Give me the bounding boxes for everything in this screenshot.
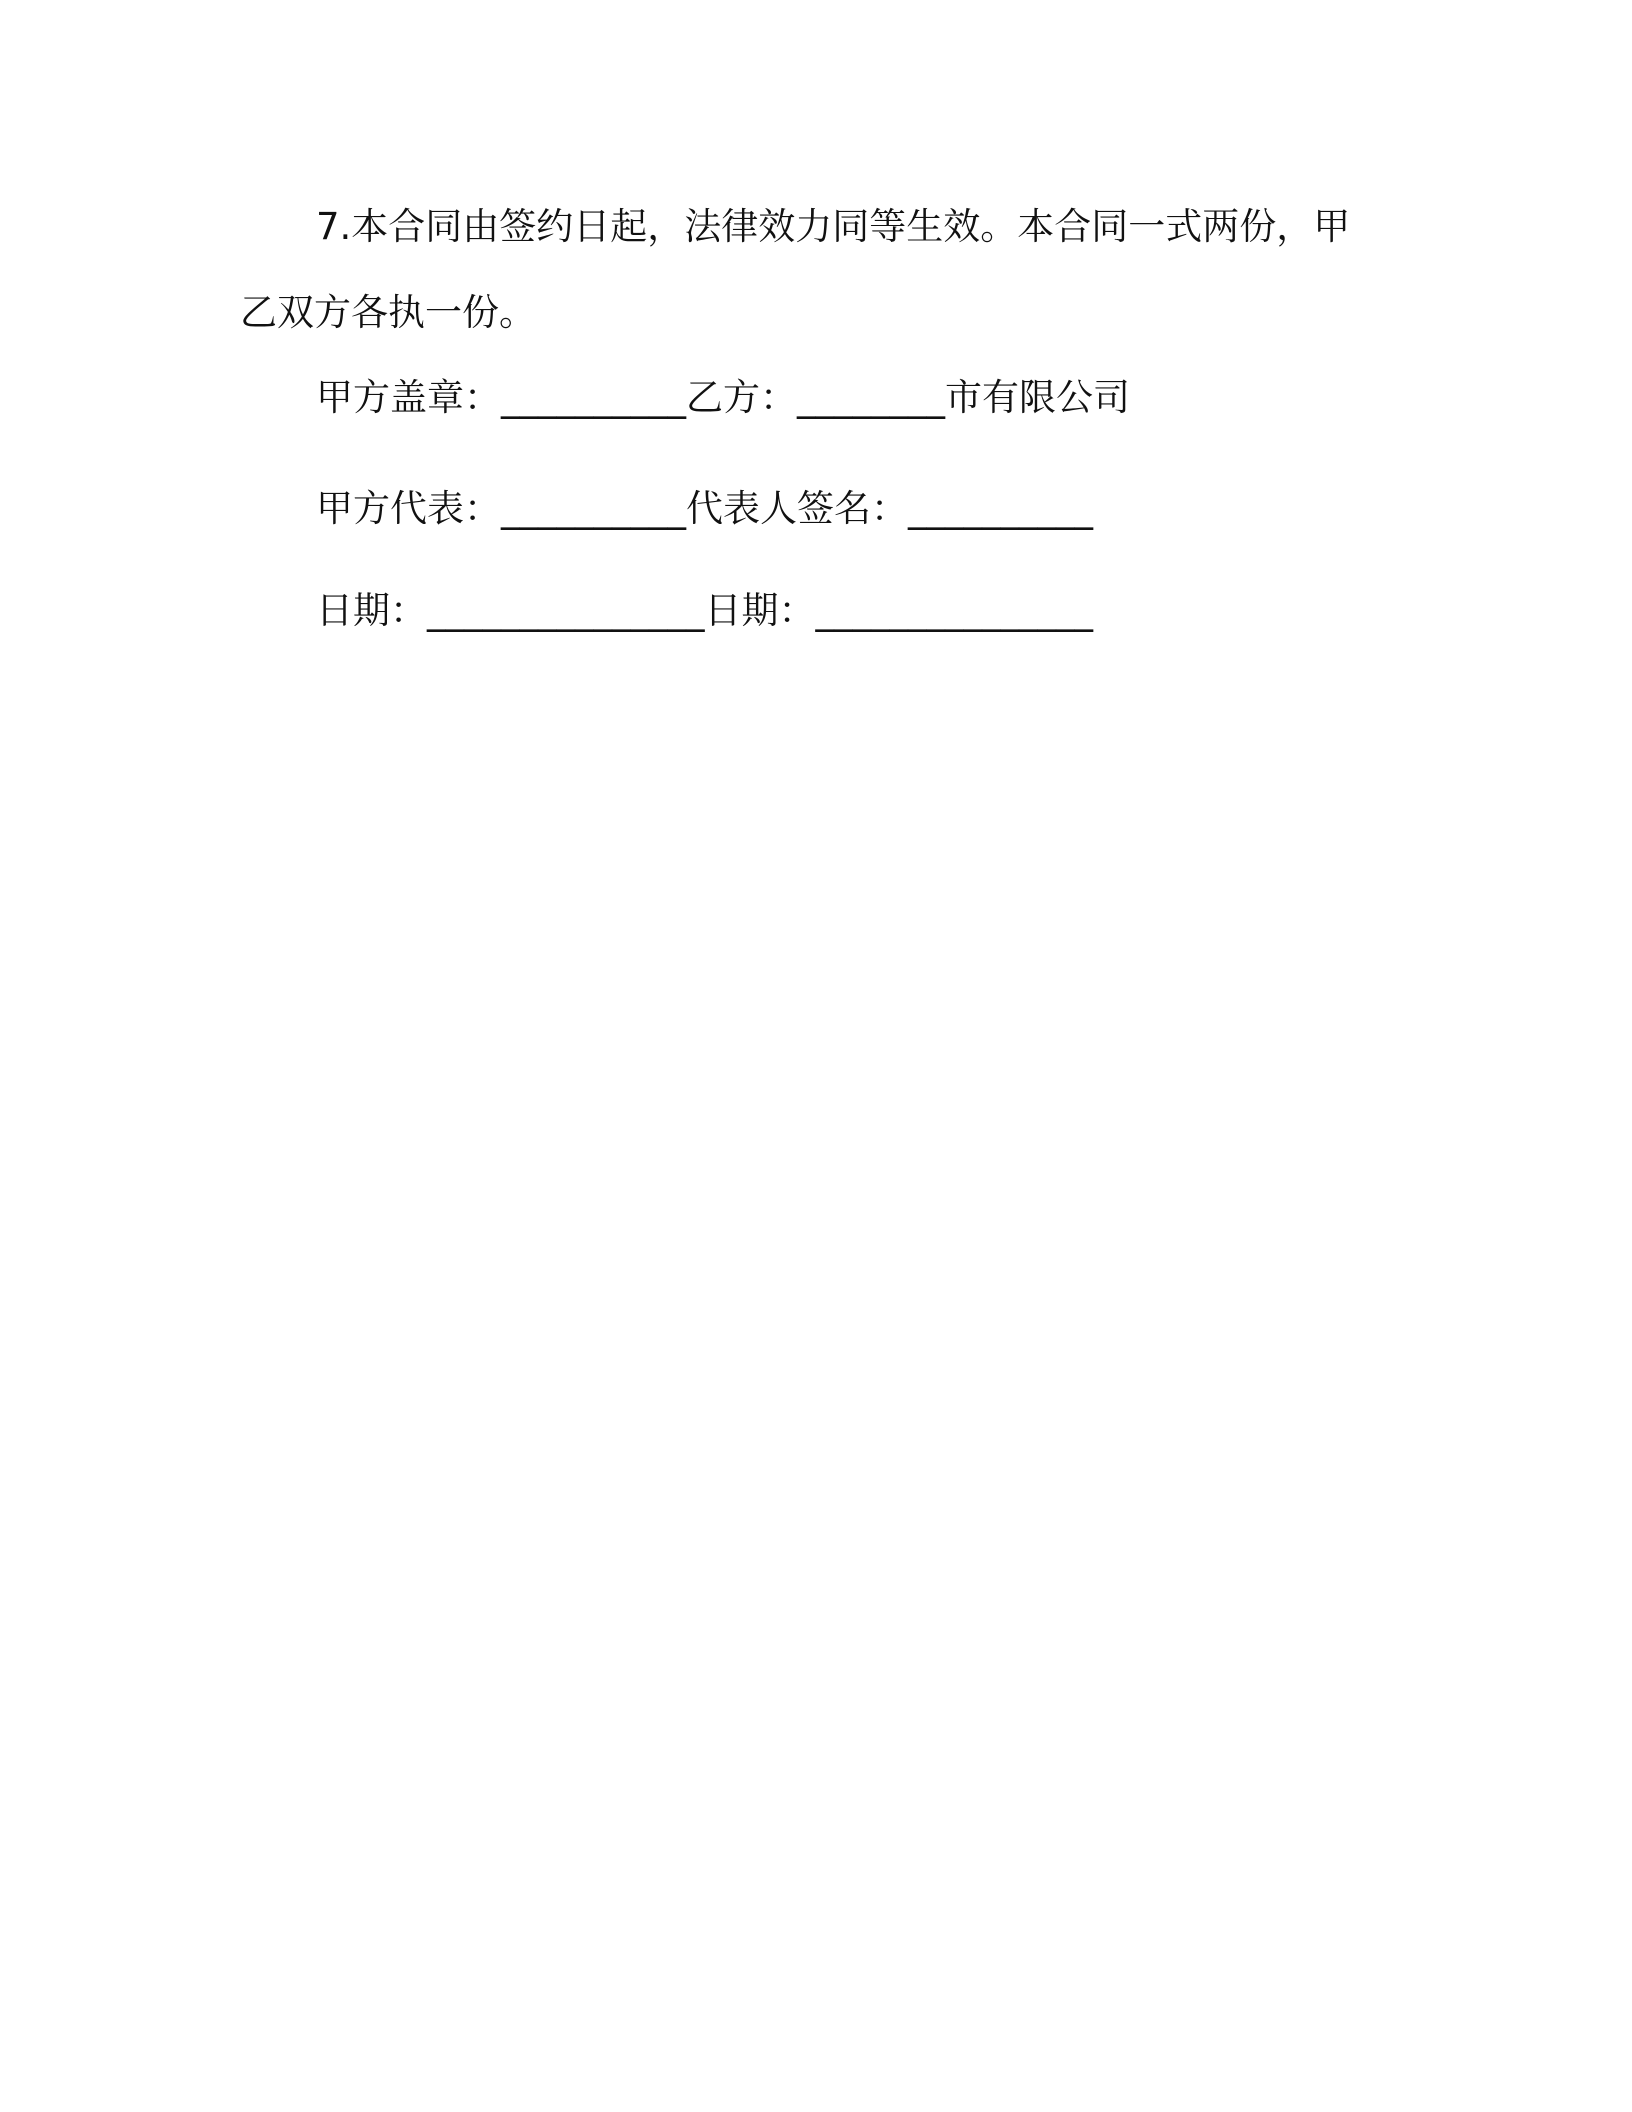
party-a-seal-field: 甲方盖章：__________: [316, 376, 686, 419]
party-a-representative-field: 甲方代表：__________: [316, 487, 686, 530]
signature-row-seal: [316, 373, 1130, 423]
signature-row-representative: [316, 484, 1093, 534]
party-b-date-field: 日期：_______________: [704, 589, 1093, 632]
party-b-company-field: 乙方：________市有限公司: [686, 376, 1130, 419]
signature-row-date: [316, 586, 1093, 636]
party-b-representative-signature-field: 代表人签名：__________: [686, 487, 1093, 530]
contract-clause-7: 7.本合同由签约日起，法律效力同等生效。本合同一式两份，甲乙双方各执一份。: [240, 205, 1351, 334]
party-a-date-field: 日期：_______________: [316, 589, 705, 632]
